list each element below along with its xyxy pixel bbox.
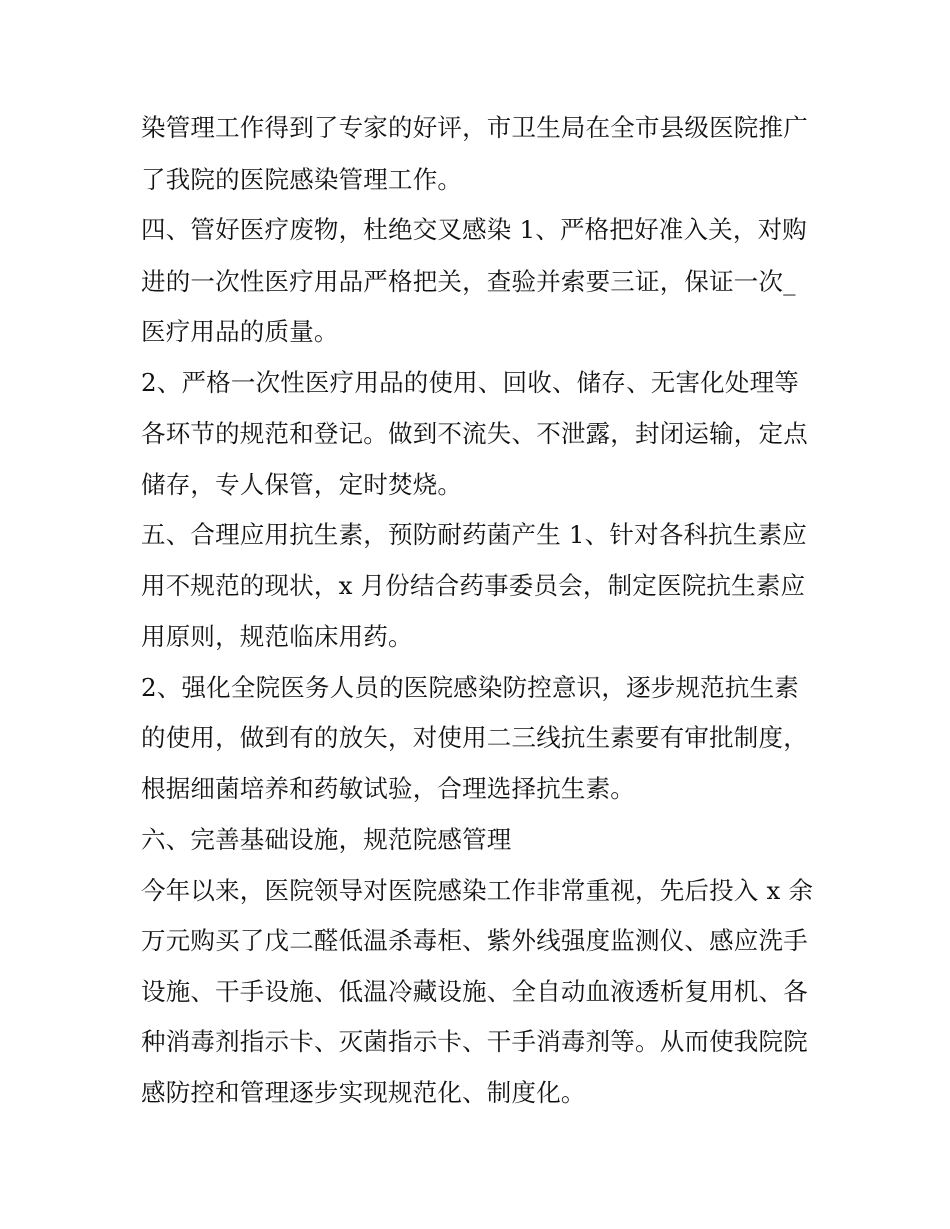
text-line-14: 根据细菌培养和药敏试验，合理选择抗生素。 (141, 774, 635, 803)
text-line-18: 设施、干手设施、低温冷藏设施、全自动血液透析复用机、各 (141, 977, 808, 1006)
text-line-13: 的使用，做到有的放矢，对使用二三线抗生素要有审批制度， (141, 723, 808, 752)
text-line-10: 用不规范的现状，x 月份结合药事委员会，制定医院抗生素应 (141, 571, 806, 600)
text-line-7: 各环节的规范和登记。做到不流失、不泄露，封闭运输，定点 (141, 419, 808, 448)
text-line-8: 储存，专人保管，定时焚烧。 (141, 470, 463, 499)
text-line-20: 感防控和管理逐步实现规范化、制度化。 (141, 1078, 586, 1107)
text-line-9: 五、合理应用抗生素，预防耐药菌产生 1、针对各科抗生素应 (141, 520, 807, 549)
text-line-2: 了我院的医院感染管理工作。 (141, 165, 463, 194)
text-line-15: 六、完善基础设施，规范院感管理 (141, 825, 512, 854)
text-line-3: 四、管好医疗废物，杜绝交叉感染 1、严格把好准入关，对购 (141, 215, 807, 244)
text-line-17: 万元购买了戊二醛低温杀毒柜、紫外线强度监测仪、感应洗手 (141, 926, 808, 955)
text-line-1: 染管理工作得到了专家的好评，市卫生局在全市县级医院推广 (141, 113, 808, 142)
text-line-19: 种消毒剂指示卡、灭菌指示卡、干手消毒剂等。从而使我院院 (141, 1027, 808, 1056)
text-line-16: 今年以来，医院领导对医院感染工作非常重视，先后投入 x 余 (141, 876, 814, 905)
text-line-5: 医疗用品的质量。 (141, 317, 339, 346)
text-line-11: 用原则，规范临床用药。 (141, 622, 413, 651)
text-line-4: 进的一次性医疗用品严格把关，查验并索要三证，保证一次_ (141, 267, 796, 296)
text-line-12: 2、强化全院医务人员的医院感染防控意识，逐步规范抗生素 (141, 673, 799, 702)
text-line-6: 2、严格一次性医疗用品的使用、回收、储存、无害化处理等 (141, 368, 799, 397)
